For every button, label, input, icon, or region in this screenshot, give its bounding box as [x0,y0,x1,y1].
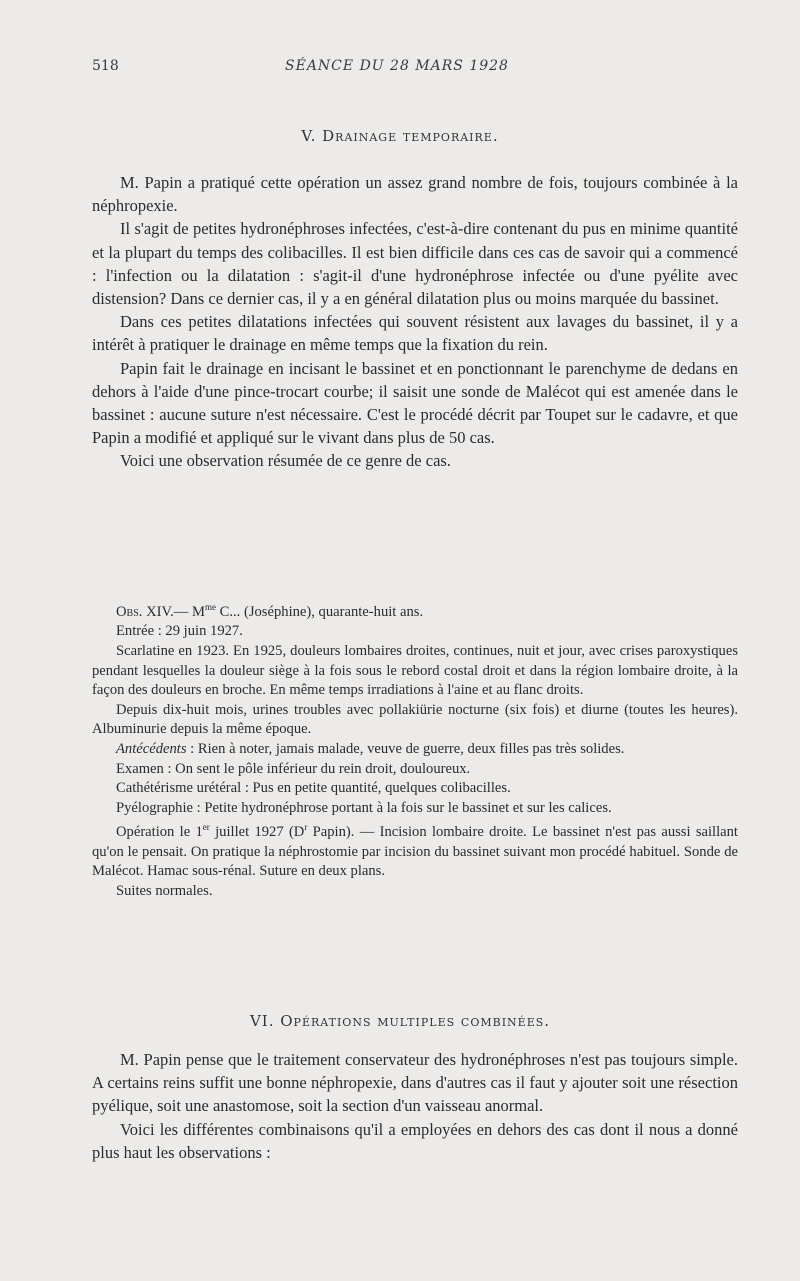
section-5-body [92,171,738,473]
examen: Examen : On sent le pôle inférieur du rein droit, douloureux. [116,760,471,777]
section-5-heading: V. Drainage temporaire. [301,127,499,145]
obs-label: Obs. XIV. [116,603,174,620]
antecedents [92,740,738,760]
catheterisme: Cathétérisme urétéral : Pus en petite quantité, quelques colibacilles. [116,780,511,797]
paragraph: M. Papin a pratiqué cette opération un assez grand nombre de fois, toujours combinée à la néphropexie. [92,173,738,216]
page-number: 518 [92,58,119,74]
obs-patient: C... (Joséphine), quarante-huit ans. [216,603,424,620]
depuis: Depuis dix-huit mois, urines troubles avec pollakiürie nocturne (six fois) et diurne (toutes les heures). Albuminurie depuis la même époque. [92,701,738,738]
section-6-body [92,1048,738,1164]
observation-block [92,598,738,902]
paragraph: Voici les différentes combinaisons qu'il a employées en dehors des cas dont il nous a donné plus haut les observations : [92,1119,738,1162]
antecedents-text: : Rien à noter, jamais malade, veuve de guerre, deux filles pas très solides. [186,741,625,758]
antecedents-label: Antécédents [116,741,187,758]
operation-sup2: r [304,822,308,833]
entree: Entrée : 29 juin 1927. [116,623,243,640]
obs-sup: me [205,602,216,612]
operation-a: Opération le 1 [116,824,203,841]
paragraph: Voici une observation résumée de ce genre de cas. [120,451,451,471]
paragraph: Il s'agit de petites hydronéphroses infectées, c'est-à-dire contenant du pus en minime quantité et la plupart du temps des colibacilles. Il est bien difficile dans ces cas de savoir qui a commencé : l'infection ou la dilatation : s'agit-il d'une hydronéphrose infectée ou d'une pyélite avec distension? Dans ce dernier cas, il y a en général dilatation plus ou moins marquée du bassinet. [92,219,738,309]
paragraph: Dans ces petites dilatations infectées qui souvent résistent aux lavages du bassinet, il y a intérêt à pratiquer le drainage en même temps que la fixation du rein. [92,312,738,355]
operation-sup1: er [202,822,210,833]
running-title: SÉANCE DU 28 MARS 1928 [285,58,509,74]
observation-title [92,598,738,622]
operation-c: Papin). — Incision lombaire droite. Le bassinet n'est pas aussi saillant qu'on le pensait. On pratique la néphrostomie par incision du bassinet suivant mon procédé habituel. Sonde de Malécot. Hamac sous-rénal. Suture en deux plans. [92,824,738,880]
section-6-heading: VI. Opérations multiples combinées. [249,1012,551,1030]
pyelographie: Pyélographie : Petite hydronéphrose portant à la fois sur le bassinet et sur les calices. [116,799,612,816]
operation [92,818,738,882]
paragraph: Papin fait le drainage en incisant le bassinet et en ponctionnant le parenchyme de dedans en dehors à l'aide d'une pince-trocart courbe; il saisit une sonde de Malécot qui est amenée dans le bassinet : aucune suture n'est nécessaire. C'est le procédé décrit par Toupet sur le cadavre, et que Papin a modifié et appliqué sur le vivant dans plus de 50 cas. [92,358,738,448]
paragraph: M. Papin pense que le traitement conservateur des hydronéphroses n'est pas toujours simple. A certains reins suffit une bonne néphropexie, dans d'autres cas il faut y ajouter soit une résection pyélique, soit une anastomose, soit la section d'un vaisseau anormal. [92,1050,738,1116]
scarlatine: Scarlatine en 1923. En 1925, douleurs lombaires droites, continues, nuit et jour, avec crises paroxystiques pendant lesquelles la douleur siège à la fois sous le rebord costal droit et dans la région lombaire droite, à la façon des douleurs en broche. En même temps irradiations à l'aine et au flanc droits. [92,643,738,699]
operation-b: juillet 1927 (D [209,824,305,841]
suites: Suites normales. [116,883,213,900]
obs-dash: — M [173,603,205,620]
